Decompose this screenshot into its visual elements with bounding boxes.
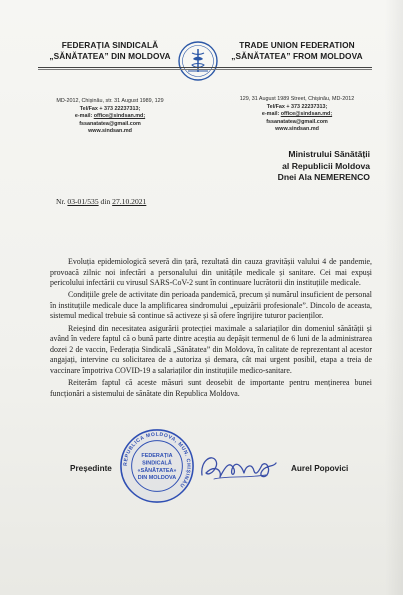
header-divider-thin [38,69,372,70]
email-label-en: e-mail: [261,111,280,118]
recipient-line2: al Republicii Moldova [282,160,370,171]
federation-emblem-icon [178,41,218,81]
paragraph-3: Reieșind din necesitatea asigurării protecției maximale a salariaților din domeniul sănătății și având în vedere faptul că o bună parte dintre aceștia au depășit termenul de 6 luni de la administrarea dozei 2 de vaccin, Federația Sindicală „Sănătatea” din Moldova, în calitate de reprezentant al acestor angajați, intervine cu solicitarea de a autoriza și demara, cât mai urgent posibil, etapa a treia de vaccinare împotriva COVID-19 a salariaților din instituțiile medico-sanitare. [50,323,372,375]
letter-body [50,257,372,401]
stamp-line4: DIN MOLDOVA [137,475,177,482]
email-link-en[interactable]: office@sindsan.md; [280,111,333,118]
reference-line [56,197,146,206]
website-ro: www.sindsan.md [88,128,132,135]
contact-block-english [222,96,372,134]
signatory-name: Aurel Popovici [291,464,349,473]
recipient-line1: Ministrului Sănătății [288,149,370,159]
ref-date-value: 27.10.2021 [112,197,147,206]
paragraph-1: Evoluția epidemiologică severă din țară, rezultată din cauza gravitășii valului 4 de pandemie, provoacă zilnic noi infectări a personalului din unitățile medicale și sanitare. Cei mai expuși pericolului infectării cu virusul SARS-CoV-2 sunt în continuare lucrătorii din instituțiile medicale. [50,257,372,288]
org-name-romanian [40,40,180,62]
org-name-en-line2: „SĂNĂTATEA” FROM MOLDOVA [231,51,363,61]
org-name-ro-line2: „SĂNĂTATEA” DIN MOLDOVA [49,51,171,61]
signatory-role: Președinte [70,464,112,473]
ref-nr-value: 03-01/535 [67,197,99,206]
recipient-block [170,149,370,184]
phone-ro: Tel/Fax + 373 22237313; [79,105,141,112]
address-en: 129, 31 August 1989 Street, Chișinău, MD-2012 [239,96,355,102]
ref-date-label: din [100,197,111,206]
letterhead [0,0,403,135]
org-name-ro-line1: FEDERAȚIA SINDICALĂ [61,40,159,50]
email-link-ro[interactable]: office@sindsan.md; [93,113,146,120]
paragraph-2: Condițiile grele de activitate din perioada pandemică, precum și numărul insuficient de personal în instituțiile medicale duce la amplificarea sindromului „epuizării profesionale”. Dincolo de aceasta, sistemul medical trebuie să continue să activeze și să ofere îngrijire tuturor pacienților. [50,290,372,321]
stamp-line2: SINDICALĂ [142,460,172,467]
org-name-en-line1: TRADE UNION FEDERATION [239,40,355,50]
email2-ro: fssanatatea@gmail.com [79,120,141,127]
stamp-ring-text: REPUBLICA MOLDOVA, MUN. CHIȘINĂU [122,431,192,489]
official-stamp [118,427,196,505]
handwritten-signature [196,447,280,487]
recipient-line3: Dnei Ala NEMERENCO [277,172,370,183]
org-name-english [222,40,372,62]
stamp-line1: FEDERAȚIA [141,453,173,460]
website-en: www.sindsan.md [275,126,319,133]
paragraph-4: Reiterăm faptul că aceste măsuri sunt deosebit de importante pentru menținerea bunei funcționări a sistemului de sănătate din Republica Moldova. [50,378,372,398]
address-ro: MD-2012, Chișinău, str. 31 August 1989, 129 [56,98,164,104]
email2-en: fssanatatea@gmail.com [266,118,328,125]
header-divider [38,67,372,68]
phone-en: Tel/Fax + 373 22237313; [266,103,328,110]
contact-block-romanian [36,98,184,136]
paper-edge-shadow [385,0,403,595]
stamp-line3: «SĂNĂTATEA» [137,467,177,474]
email-label-ro: e-mail: [74,113,93,120]
ref-nr-label: Nr. [56,197,66,206]
